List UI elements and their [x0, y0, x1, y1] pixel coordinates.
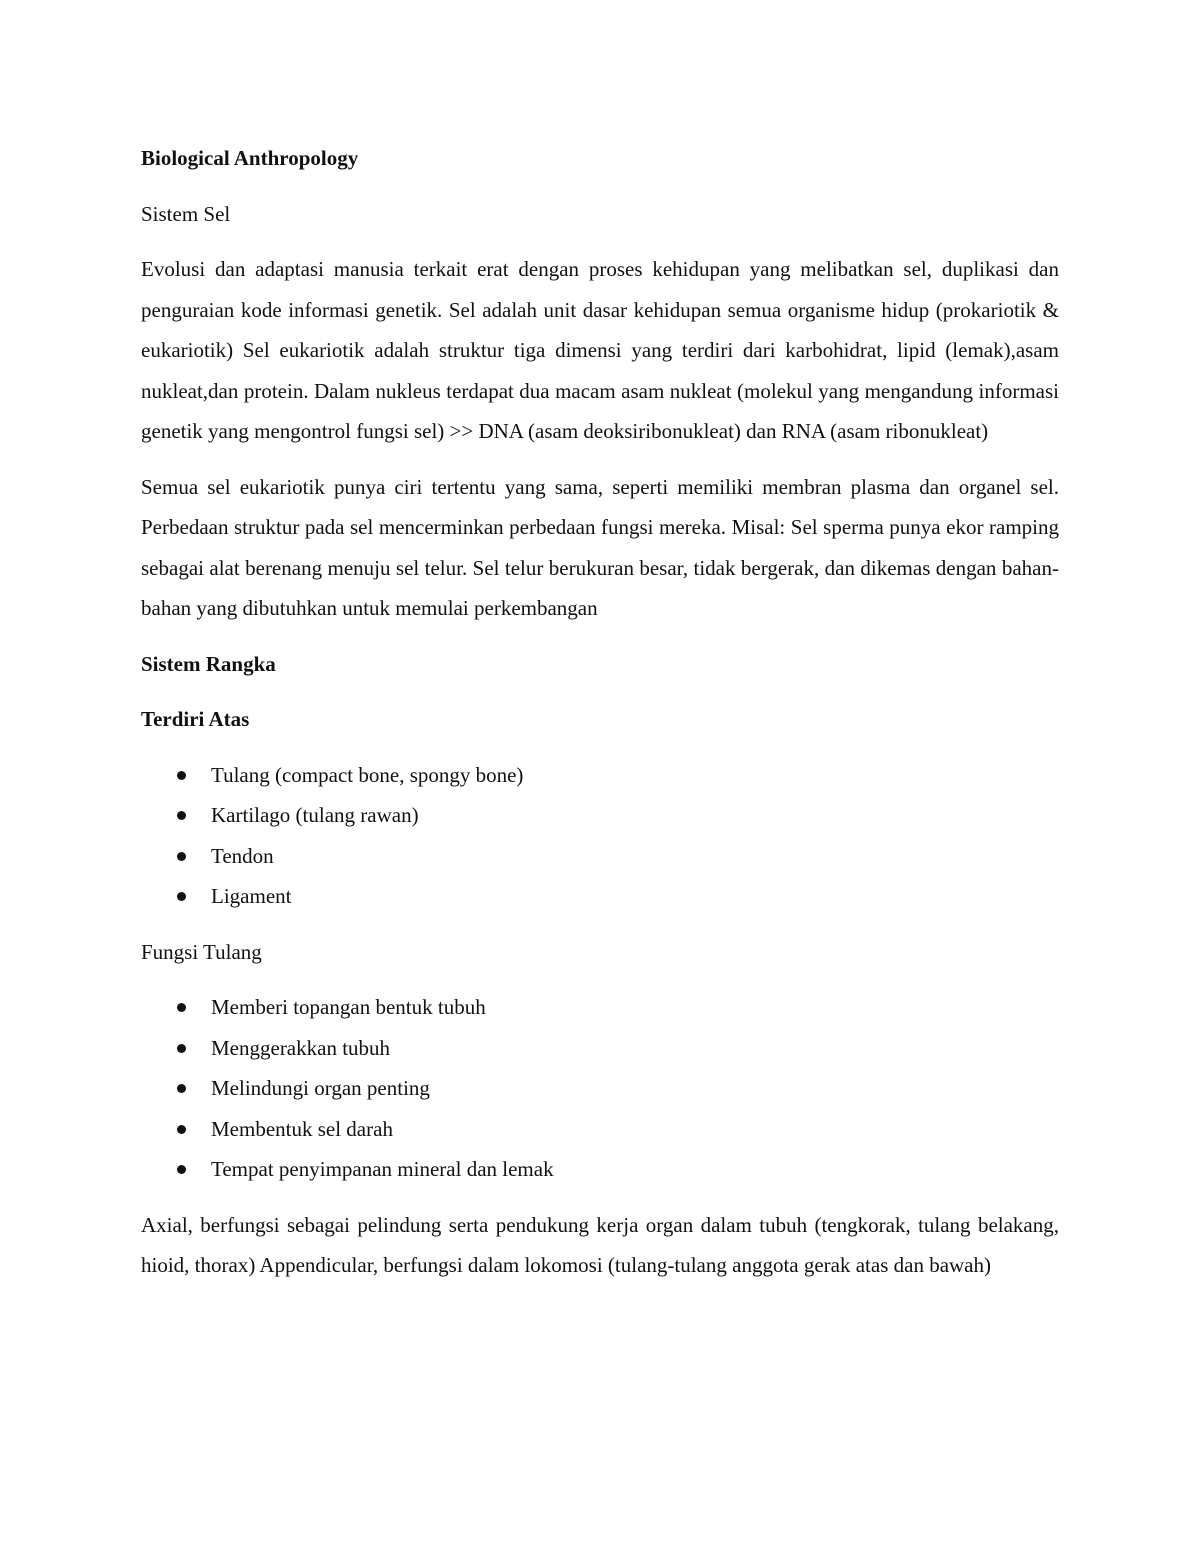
heading-fungsi-tulang: Fungsi Tulang — [141, 939, 262, 964]
list-item-text: Tempat penyimpanan mineral dan lemak — [211, 1157, 554, 1181]
fungsi-list — [141, 987, 1059, 1190]
list-item — [141, 876, 1059, 917]
list-item-text: Tendon — [211, 843, 274, 868]
list-item — [141, 1068, 1059, 1109]
bullet-icon — [177, 1084, 186, 1093]
list-item-text: Kartilago (tulang rawan) — [211, 803, 419, 827]
list-item — [141, 836, 1059, 877]
paragraph-sel-2: Semua sel eukariotik punya ciri tertentu yang sama, seperti memiliki membran plasma dan organel sel. Perbedaan struktur pada sel mencerminkan perbedaan fungsi mereka. Misal: Sel sperma punya ekor ramping sebagai alat berenang menuju sel telur. Sel telur berukuran besar, tidak bergerak, dan dikemas dengan bahan-bahan yang dibutuhkan untuk memulai perkembangan — [141, 474, 1059, 620]
list-item-text: Ligament — [211, 884, 292, 908]
list-item — [141, 795, 1059, 836]
bullet-icon — [177, 1003, 186, 1012]
bullet-icon — [177, 892, 186, 901]
subheading-terdiri-atas: Terdiri Atas — [141, 707, 250, 731]
bullet-icon — [177, 811, 186, 820]
list-item — [141, 1109, 1059, 1150]
components-list — [141, 755, 1059, 917]
list-item — [141, 755, 1059, 796]
section-heading-sistem-sel: Sistem Sel — [141, 201, 231, 226]
bullet-icon — [177, 1165, 186, 1174]
list-item-text: Melindungi organ penting — [211, 1076, 430, 1100]
list-item — [141, 987, 1059, 1028]
list-item-text: Menggerakkan tubuh — [211, 1035, 391, 1060]
section-heading-sistem-rangka: Sistem Rangka — [141, 651, 276, 676]
bullet-icon — [177, 1044, 186, 1053]
document-page — [141, 138, 1059, 1301]
bullet-icon — [177, 852, 186, 861]
document-title: Biological Anthropology — [141, 146, 359, 170]
list-item-text: Memberi topangan bentuk tubuh — [211, 995, 486, 1019]
paragraph-axial-appendicular: Axial, berfungsi sebagai pelindung serta pendukung kerja organ dalam tubuh (tengkorak, tulang belakang, hioid, thorax) Appendicular, berfungsi dalam lokomosi (tulang-tulang anggota gerak atas dan bawah) — [141, 1212, 1059, 1277]
list-item — [141, 1028, 1059, 1069]
bullet-icon — [177, 771, 186, 780]
paragraph-sel-1: Evolusi dan adaptasi manusia terkait erat dengan proses kehidupan yang melibatkan sel, duplikasi dan penguraian kode informasi genetik. Sel adalah unit dasar kehidupan semua organisme hidup (prokariotik & eukariotik) Sel eukariotik adalah struktur tiga dimensi yang terdiri dari karbohidrat, lipid (lemak),asam nukleat,dan protein. Dalam nukleus terdapat dua macam asam nukleat (molekul yang mengandung informasi genetik yang mengontrol fungsi sel) >> DNA (asam deoksiribonukleat) dan RNA (asam ribonukleat) — [141, 257, 1059, 443]
bullet-icon — [177, 1125, 186, 1134]
list-item-text: Tulang (compact bone, spongy bone) — [211, 762, 524, 787]
list-item-text: Membentuk sel darah — [211, 1116, 393, 1141]
list-item — [141, 1149, 1059, 1190]
